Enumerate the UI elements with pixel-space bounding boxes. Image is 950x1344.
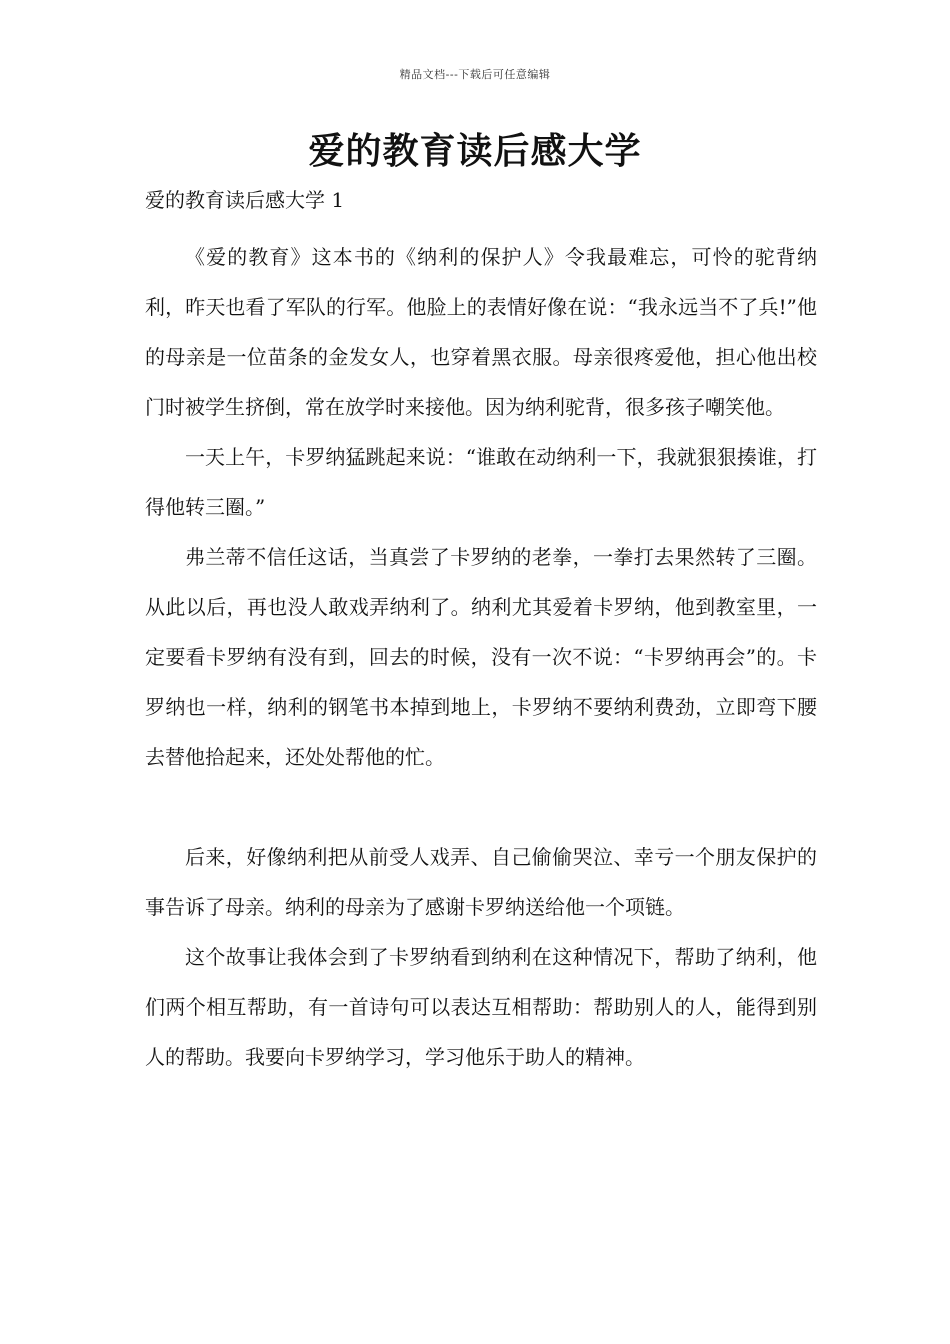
paragraph: 这个故事让我体会到了卡罗纳看到纳利在这种情况下，帮助了纳利，他们两个相互帮助，有一首诗句可以表达互相帮助：帮助别人的人，能得到别人的帮助。我要向卡罗纳学习，学习他乐于助人的精神。 [145,945,817,1069]
page-title: 爱的教育读后感大学 [308,131,642,172]
header-note: 精品文档---下载后可任意编辑 [399,68,551,81]
paragraph: 弗兰蒂不信任这话，当真尝了卡罗纳的老拳，一拳打去果然转了三圈。从此以后，再也没人敢戏弄纳利了。纳利尤其爱着卡罗纳，他到教室里，一定要看卡罗纳有没有到，回去的时候，没有一次不说：“卡罗纳再会”的。卡罗纳也一样，纳利的钢笔书本掉到地上，卡罗纳不要纳利费劲，立即弯下腰去替他拾起来，还处处帮他的忙。 [145,545,817,769]
article-body [145,232,817,1082]
paragraph-gap [145,782,817,832]
paragraph: 后来，好像纳利把从前受人戏弄、自己偷偷哭泣、幸亏一个朋友保护的事告诉了母亲。纳利的母亲为了感谢卡罗纳送给他一个项链。 [145,845,817,919]
section-subtitle: 爱的教育读后感大学 1 [145,188,345,212]
paragraph: 《爱的教育》这本书的《纳利的保护人》令我最难忘，可怜的驼背纳利，昨天也看了军队的行军。他脸上的表情好像在说：“我永远当不了兵!”他的母亲是一位苗条的金发女人，也穿着黑衣服。母亲很疼爱他，担心他出校门时被学生挤倒，常在放学时来接他。因为纳利驼背，很多孩子嘲笑他。 [145,245,817,419]
paragraph: 一天上午，卡罗纳猛跳起来说：“谁敢在动纳利一下，我就狠狠揍谁，打得他转三圈。” [145,445,817,519]
